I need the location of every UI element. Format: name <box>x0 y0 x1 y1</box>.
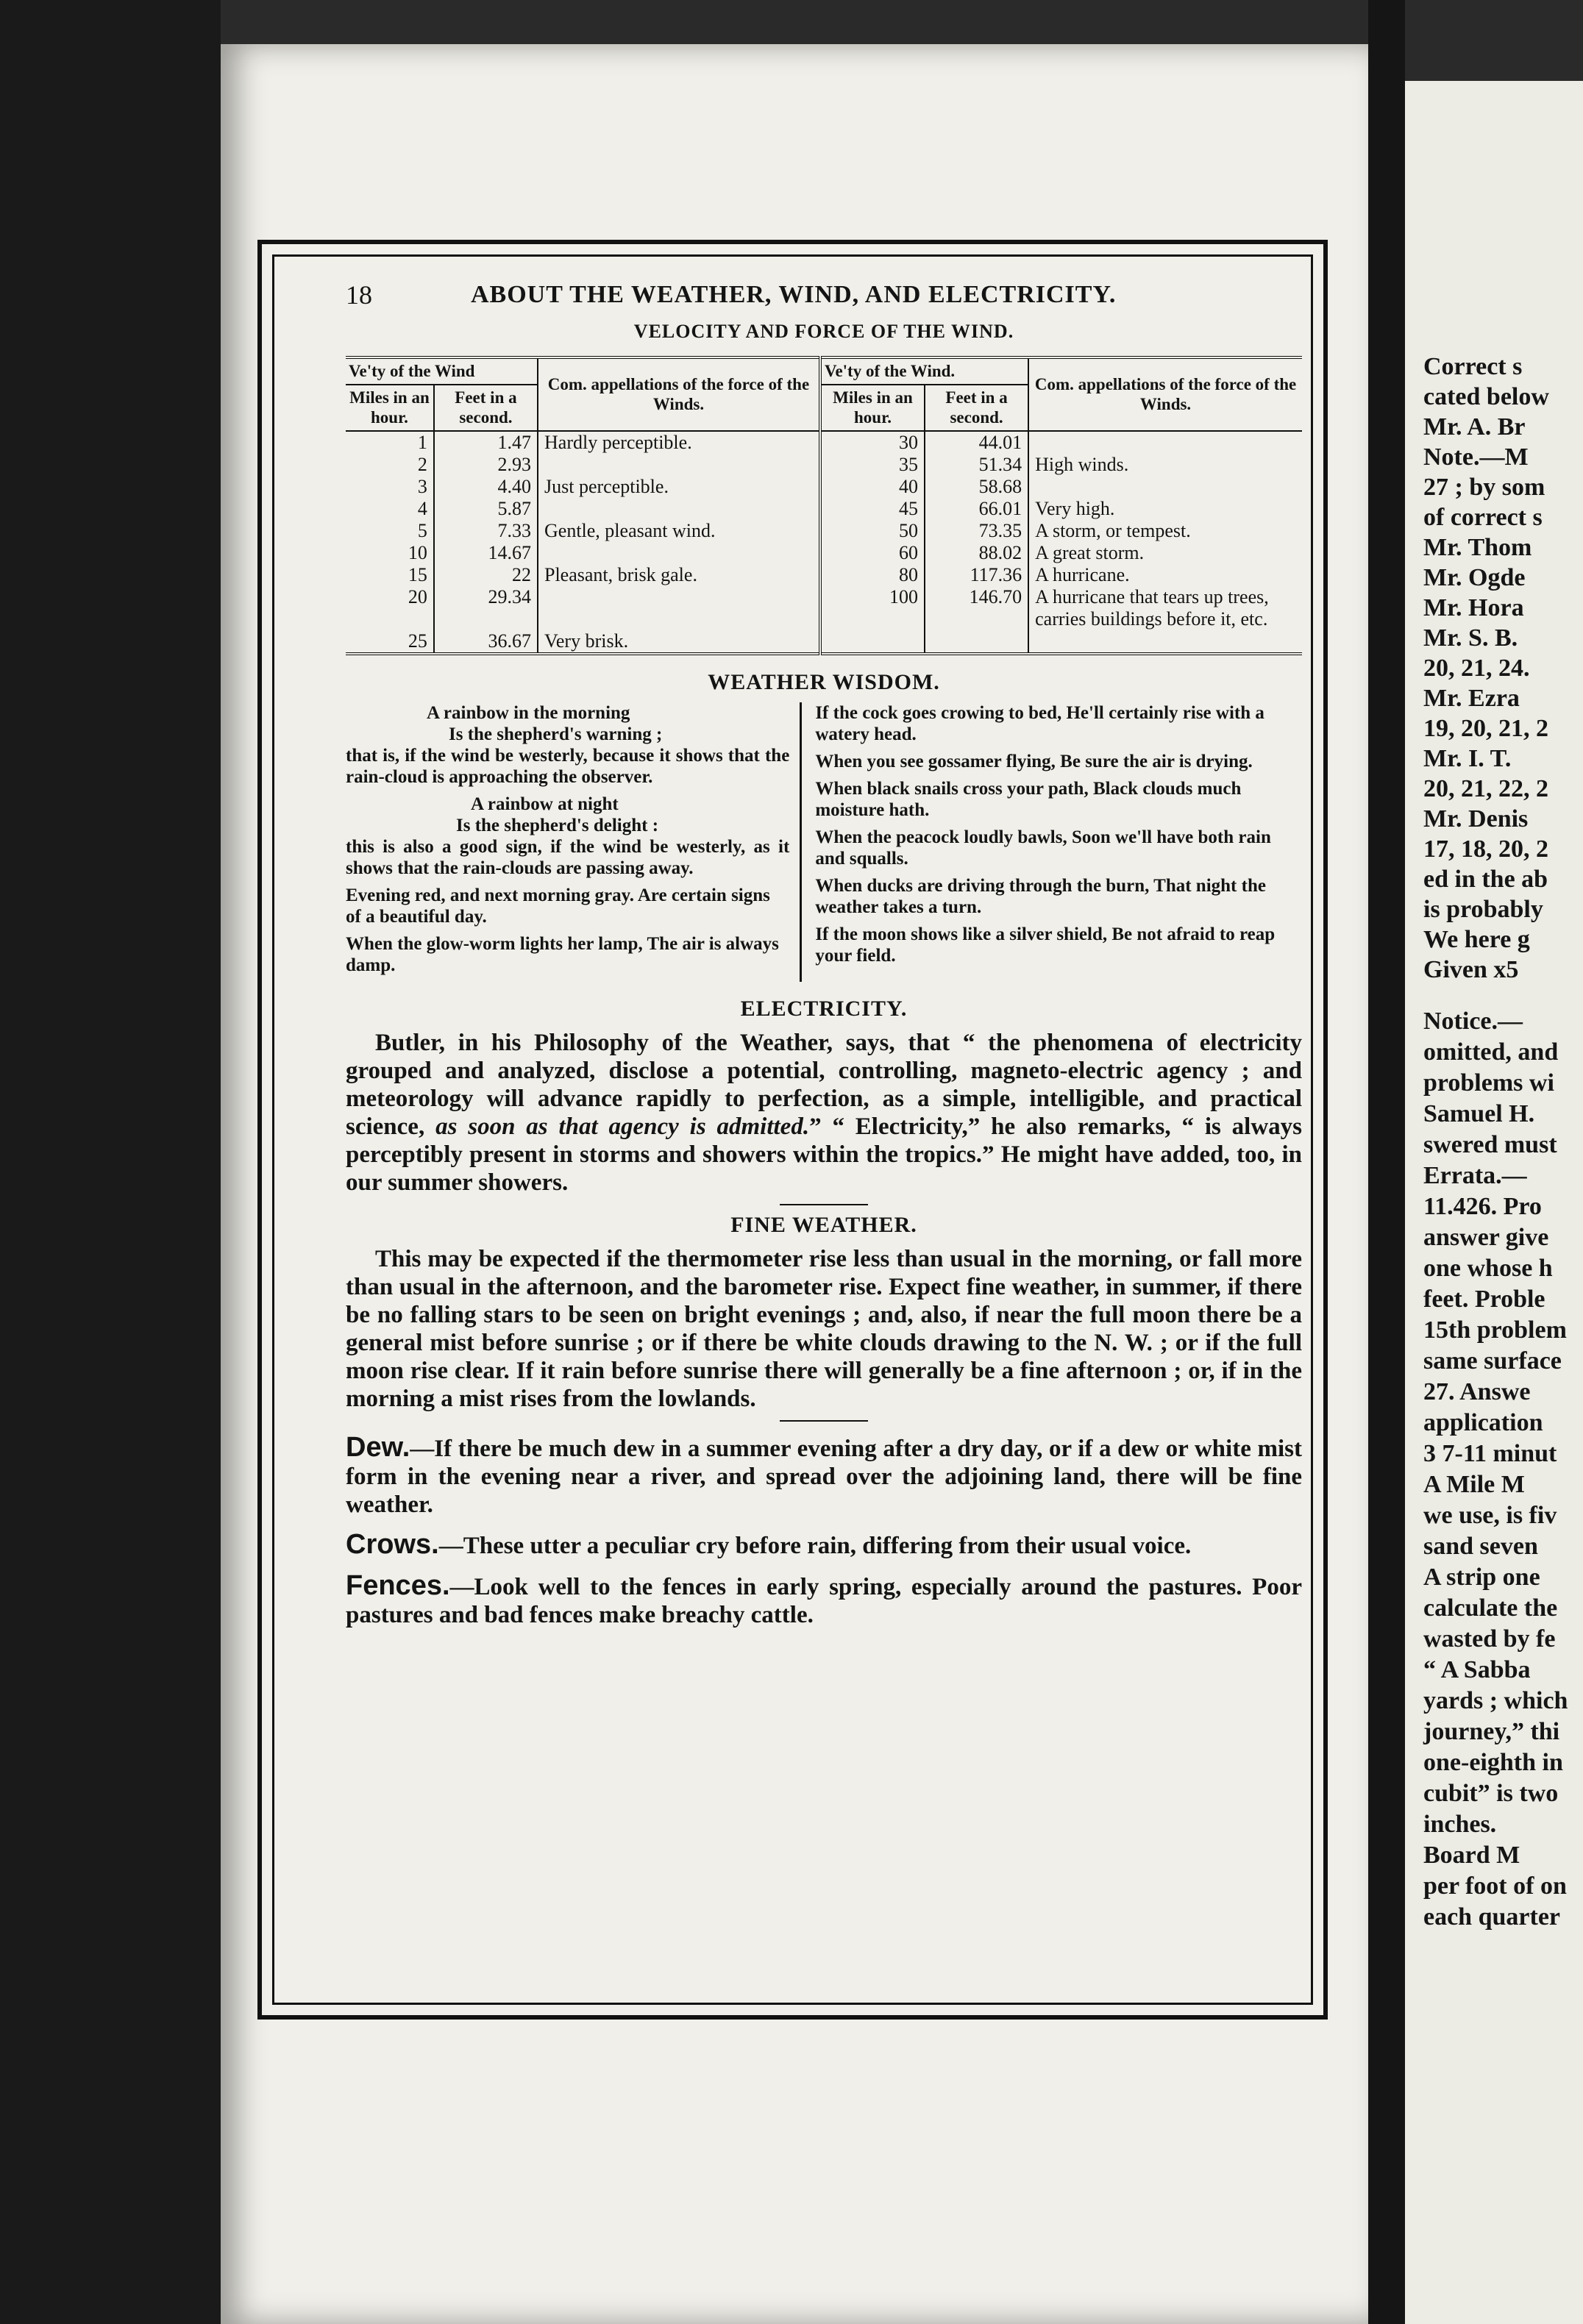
table-row <box>346 498 1302 520</box>
cell-feet: 22 <box>434 564 538 586</box>
scan-background <box>0 0 221 2324</box>
right-page-line: Mr. Denis <box>1423 805 1529 833</box>
right-page-line: one-eighth in <box>1423 1749 1563 1776</box>
right-page-line: ed in the ab <box>1423 866 1548 893</box>
right-page-line: We here g <box>1423 926 1530 953</box>
right-page-line: wasted by fe <box>1423 1625 1556 1653</box>
right-page-line: 20, 21, 24. <box>1423 655 1530 682</box>
right-page-line: feet. Proble <box>1423 1286 1545 1313</box>
right-page-line: journey,” thi <box>1423 1718 1560 1745</box>
cell-miles: 5 <box>417 520 427 542</box>
electricity-paragraph <box>346 1029 1302 1197</box>
cell-miles <box>820 630 925 654</box>
cell-miles: 1 <box>417 432 427 454</box>
verse-comment: this is also a good sign, if the wind be westerly, as it shows that the rain-clouds are passing away. <box>346 837 790 879</box>
wind-table-body <box>346 431 1302 654</box>
dew-lead: Dew. <box>346 1432 410 1464</box>
cell-feet: 7.33 <box>434 520 538 542</box>
running-title: ABOUT THE WEATHER, WIND, AND ELECTRICITY. <box>471 281 1117 308</box>
group-header-left: Ve'ty of the Wind <box>346 357 538 385</box>
verse-line: A rainbow at night <box>471 794 619 815</box>
verse: If the cock goes crowing to bed, He'll certainly rise with a watery head. <box>815 703 1264 745</box>
right-page-line: 17, 18, 20, 2 <box>1423 835 1548 863</box>
cell-miles: 2 <box>417 454 427 476</box>
cell-miles: 40 <box>820 476 925 498</box>
table-row <box>346 586 1302 630</box>
right-page-line: 11.426. Pro <box>1423 1193 1542 1220</box>
cell-miles: 100 <box>820 586 925 630</box>
cell-appellation: Hardly perceptible. <box>538 431 820 454</box>
cell-appellation: Very brisk. <box>538 630 820 654</box>
verse: Evening red, and next morning gray. Are certain signs of a beautiful day. <box>346 885 770 927</box>
right-page-line: 27 ; by som <box>1423 474 1545 501</box>
cell-feet: 44.01 <box>925 431 1028 454</box>
cell-feet: 2.93 <box>434 454 538 476</box>
cell-miles: 25 <box>408 630 427 652</box>
cell-appellation: Pleasant, brisk gale. <box>538 564 820 586</box>
col-feet-left: Feet in a second. <box>434 385 538 431</box>
right-page-line: each quarter <box>1423 1903 1561 1931</box>
table-row <box>346 431 1302 454</box>
crows-text: —These utter a peculiar cry before rain, differing from their usual voice. <box>438 1533 1192 1560</box>
col-feet-right: Feet in a second. <box>925 385 1028 431</box>
cell-appellation: Gentle, pleasant wind. <box>538 520 820 542</box>
divider <box>780 1420 868 1422</box>
cell-appellation: A great storm. <box>1028 542 1302 564</box>
table-row <box>346 520 1302 542</box>
verse: When the peacock loudly bawls, Soon we'll have both rain and squalls. <box>815 827 1271 869</box>
cell-appellation: A storm, or tempest. <box>1028 520 1302 542</box>
cell-appellation: A hurricane that tears up trees, carries buildings before it, etc. <box>1028 586 1302 630</box>
right-page-line: swered must <box>1423 1131 1557 1158</box>
table-row <box>346 542 1302 564</box>
cell-feet: 4.40 <box>434 476 538 498</box>
right-page-line: A Mile M <box>1423 1471 1525 1498</box>
verse: If the moon shows like a silver shield, Be not afraid to reap your field. <box>815 924 1276 966</box>
cell-feet: 36.67 <box>434 630 538 654</box>
cell-appellation <box>1028 431 1302 454</box>
cell-miles: 50 <box>820 520 925 542</box>
verse: When you see gossamer flying, Be sure the air is drying. <box>815 752 1253 772</box>
cell-appellation: A hurricane. <box>1028 564 1302 586</box>
right-page-line: 19, 20, 21, 2 <box>1423 715 1548 742</box>
col-appellation-left: Com. appellations of the force of the Winds. <box>538 357 820 431</box>
cell-appellation: Just perceptible. <box>538 476 820 498</box>
electricity-heading: ELECTRICITY. <box>740 997 908 1022</box>
book-gutter <box>1368 0 1405 2324</box>
right-page-line: Mr. I. T. <box>1423 745 1512 772</box>
right-page-line: 27. Answe <box>1423 1378 1531 1405</box>
right-page-line: Note.—M <box>1423 443 1529 471</box>
verse: When black snails cross your path, Black clouds much moisture hath. <box>815 779 1242 821</box>
verse: When the glow-worm lights her lamp, The air is always damp. <box>346 934 779 976</box>
electricity-text: Butler, in his Philosophy of the Weather, says, that “ the phenomena of electricity grouped and analyzed, disclose a potential, controlling, magneto-electric agency ; and meteorology will advance rapidly to perfection, as a simple, intelligible, and practical science, <box>346 1030 1302 1141</box>
right-page-line: same surface <box>1423 1347 1562 1375</box>
verse-line: Is the shepherd's delight : <box>456 816 659 836</box>
cell-appellation: Very high. <box>1028 498 1302 520</box>
right-page-line: inches. <box>1423 1811 1497 1838</box>
right-page-line: answer give <box>1423 1224 1549 1251</box>
verse-line: Is the shepherd's warning ; <box>449 724 663 745</box>
right-page-line: calculate the <box>1423 1594 1558 1622</box>
wind-velocity-table <box>346 356 1302 655</box>
cell-miles: 30 <box>820 431 925 454</box>
cell-miles: 45 <box>820 498 925 520</box>
cell-appellation <box>538 454 820 476</box>
right-page-line: is probably <box>1423 896 1543 923</box>
dew-paragraph <box>346 1433 1302 1519</box>
col-appellation-right: Com. appellations of the force of the Winds. <box>1028 357 1302 431</box>
fences-lead: Fences. <box>346 1570 450 1602</box>
crows-lead: Crows. <box>346 1529 439 1561</box>
cell-miles: 15 <box>408 564 427 586</box>
right-page-line: “ A Sabba <box>1423 1656 1531 1683</box>
cell-feet: 51.34 <box>925 454 1028 476</box>
fences-paragraph <box>346 1572 1302 1629</box>
right-page-line: Mr. Hora <box>1423 594 1524 621</box>
cell-miles: 80 <box>820 564 925 586</box>
right-page-line: omitted, and <box>1423 1038 1559 1066</box>
cell-miles: 10 <box>408 542 427 564</box>
right-page-line: A strip one <box>1423 1564 1540 1591</box>
verse-comment: that is, if the wind be westerly, because it shows that the rain-cloud is approaching the observer. <box>346 746 790 788</box>
right-page-line: Mr. S. B. <box>1423 624 1518 652</box>
right-page-line: 3 7-11 minut <box>1423 1440 1557 1467</box>
cell-miles: 60 <box>820 542 925 564</box>
weather-wisdom-right <box>802 702 1302 982</box>
crows-paragraph <box>346 1530 1302 1560</box>
page-content <box>346 274 1302 1629</box>
cell-feet: 66.01 <box>925 498 1028 520</box>
cell-feet: 88.02 <box>925 542 1028 564</box>
cell-miles: 4 <box>417 498 427 520</box>
table-row <box>346 454 1302 476</box>
right-page-line: of correct s <box>1423 504 1543 531</box>
right-page-line: problems wi <box>1423 1069 1554 1097</box>
right-page-line: Notice.— <box>1423 1008 1523 1035</box>
right-page-line: cubit” is two <box>1423 1780 1559 1807</box>
electricity-italic: as soon as that agency is admitted. <box>435 1113 810 1141</box>
table-row <box>346 630 1302 654</box>
fine-weather-heading: FINE WEATHER. <box>730 1213 917 1238</box>
electricity-text-2: ” “ Electricity,” he also remarks, “ is always perceptibly present in storms and showers within the tropics.” He might have added, too, in our summer showers. <box>346 1113 1303 1197</box>
cell-feet: 58.68 <box>925 476 1028 498</box>
cell-feet: 117.36 <box>925 564 1028 586</box>
right-page-line: 15th problem <box>1423 1316 1567 1344</box>
cell-miles: 3 <box>417 476 427 498</box>
right-page-line: Mr. Ezra <box>1423 685 1520 712</box>
table-row <box>346 564 1302 586</box>
cell-miles: 20 <box>408 586 427 608</box>
col-miles-right: Miles in an hour. <box>820 385 925 431</box>
right-page-line: 20, 21, 22, 2 <box>1423 775 1548 802</box>
group-header-right: Ve'ty of the Wind. <box>820 357 1028 385</box>
right-page-line: Given x5 <box>1423 956 1519 983</box>
right-page-line: Mr. Ogde <box>1423 564 1526 591</box>
cell-feet: 146.70 <box>925 586 1028 630</box>
cell-appellation <box>1028 630 1302 654</box>
cell-feet: 14.67 <box>434 542 538 564</box>
cell-feet: 1.47 <box>434 431 538 454</box>
weather-wisdom-heading: WEATHER WISDOM. <box>708 670 940 695</box>
cell-feet <box>925 630 1028 654</box>
right-page-line: application <box>1423 1409 1543 1436</box>
cell-appellation <box>538 586 820 630</box>
table-title: VELOCITY AND FORCE OF THE WIND. <box>633 321 1014 342</box>
right-page-line: sand seven <box>1423 1533 1538 1560</box>
right-page-line: one whose h <box>1423 1255 1553 1282</box>
divider <box>780 1204 868 1205</box>
right-page-line: Mr. Thom <box>1423 534 1532 561</box>
table-row <box>346 476 1302 498</box>
right-page-line: cated below <box>1423 383 1549 410</box>
right-page-line: Errata.— <box>1423 1162 1527 1189</box>
col-miles-left: Miles in an hour. <box>346 385 434 431</box>
fine-weather-paragraph: This may be expected if the thermometer rise less than usual in the morning, or fall more than usual in the afternoon, and the barometer rise. Expect fine weather, in summer, if there be no falling stars to be seen on bright evenings ; and, also, if near the full moon there be a general mist before sunrise ; or if there be white clouds drawing to the N. W. ; or if the full moon rise clear. If it rain before sunrise there will generally be a fine afternoon ; or, if in the morning a mist rises from the lowlands. <box>346 1246 1302 1413</box>
dew-text: —If there be much dew in a summer evening after a dry day, or if a dew or white mist form in the evening near a river, and spread over the adjoining land, there will be fine weather. <box>346 1436 1302 1519</box>
right-page-line: Mr. A. Br <box>1423 413 1526 441</box>
page-number: 18 <box>346 280 372 310</box>
cell-miles: 35 <box>820 454 925 476</box>
fences-text: —Look well to the fences in early spring, especially around the pastures. Poor pastures and bad fences make breachy cattle. <box>346 1574 1302 1629</box>
cell-appellation: High winds. <box>1028 454 1302 476</box>
right-page-line: per foot of on <box>1423 1872 1567 1900</box>
verse-line: A rainbow in the morning <box>427 703 630 724</box>
right-page-line: Board M <box>1423 1842 1520 1869</box>
weather-wisdom-left <box>346 702 802 982</box>
cell-appellation <box>538 498 820 520</box>
cell-appellation <box>538 542 820 564</box>
verse: When ducks are driving through the burn, That night the weather takes a turn. <box>815 876 1266 918</box>
cell-feet: 73.35 <box>925 520 1028 542</box>
right-page-line: Samuel H. <box>1423 1100 1535 1127</box>
cell-feet: 5.87 <box>434 498 538 520</box>
weather-wisdom-columns <box>346 702 1302 982</box>
cell-feet: 29.34 <box>434 586 538 630</box>
cell-appellation <box>1028 476 1302 498</box>
right-page-line: Correct s <box>1423 353 1523 380</box>
page-header <box>346 274 1302 318</box>
right-page-line: we use, is fiv <box>1423 1502 1557 1529</box>
right-page-line: yards ; which <box>1423 1687 1568 1714</box>
